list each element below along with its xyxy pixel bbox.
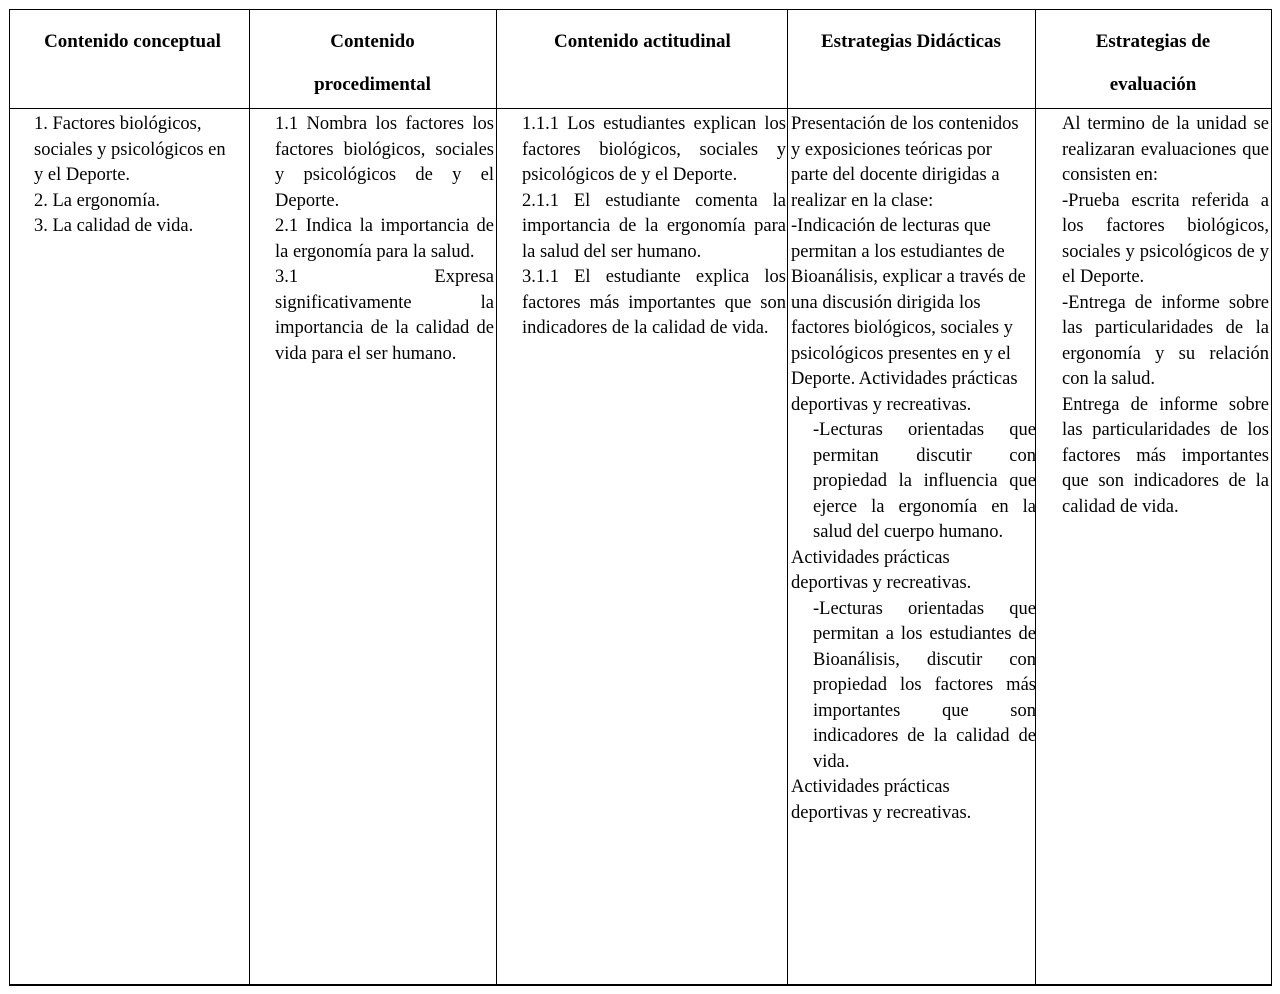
header-label: Contenido actitudinal	[554, 31, 731, 52]
didactica-item: -Lecturas orientadas que permitan discutir con propiedad la influencia que ejerce la ergonomía en la salud del cuerpo humano.	[813, 420, 1036, 542]
header-label-line-2: procedimental	[314, 74, 431, 95]
cell-estrategias-didacticas	[791, 112, 1036, 826]
procedimental-item: 2.1 Indica la importancia de la ergonomía para la salud.	[275, 216, 494, 262]
conceptual-item: 1. Factores biológicos, sociales y psicológicos en y el Deporte.	[34, 114, 226, 185]
column-divider	[249, 10, 250, 984]
evaluacion-item: Entrega de informe sobre las particularidades de los factores más importantes que son indicadores de la calidad de vida.	[1062, 394, 1269, 517]
header-divider	[10, 108, 1271, 109]
evaluacion-item: -Entrega de informe sobre las particularidades de la ergonomía y su relación con la salud.	[1062, 292, 1269, 389]
header-label: Contenido conceptual	[44, 31, 221, 52]
column-divider	[496, 10, 497, 984]
column-divider	[787, 10, 788, 984]
header-contenido-conceptual	[10, 10, 249, 108]
procedimental-item: 3.1 Expresa significativamente la importancia de la calidad de vida para el ser humano.	[275, 267, 494, 364]
header-contenido-procedimental	[249, 10, 496, 108]
didactica-item: -Lecturas orientadas que permitan a los estudiantes de Bioanálisis, discutir con propiedad los factores más importantes que son indicadores de la calidad de vida.	[813, 598, 1036, 772]
header-estrategias-didacticas	[787, 10, 1035, 108]
didactica-item: Presentación de los contenidos y exposiciones teóricas por parte del docente dirigidas a realizar en la clase:	[791, 114, 1019, 211]
header-estrategias-evaluacion	[1035, 10, 1271, 108]
actitudinal-item: 3.1.1 El estudiante explica los factores más importantes que son indicadores de la calidad de vida.	[522, 267, 786, 338]
header-label-line-1: Estrategias de	[1095, 31, 1211, 52]
header-label-line-2: evaluación	[1109, 74, 1197, 95]
evaluacion-item: -Prueba escrita referida a los factores biológicos, sociales y psicológicos de y el Deporte.	[1062, 190, 1269, 287]
conceptual-item: 3. La calidad de vida.	[34, 216, 194, 236]
header-label: Estrategias Didácticas	[821, 31, 1001, 52]
header-contenido-actitudinal	[496, 10, 787, 108]
header-label-line-1: Contenido	[330, 31, 415, 52]
procedimental-item: 1.1 Nombra los factores los factores biológicos, sociales y psicológicos de y el Deporte.	[275, 114, 494, 211]
didactica-item: Actividades prácticas deportivas y recreativas.	[791, 777, 972, 823]
cell-estrategias-evaluacion	[1062, 112, 1269, 520]
evaluacion-item: Al termino de la unidad se realizaran evaluaciones que consisten en:	[1062, 114, 1269, 185]
cell-contenido-conceptual	[34, 112, 234, 240]
didactica-item: Actividades prácticas deportivas y recreativas.	[791, 547, 972, 593]
content-table	[9, 9, 1272, 986]
cell-contenido-procedimental	[275, 112, 494, 367]
actitudinal-item: 2.1.1 El estudiante comenta la importancia de la ergonomía para la salud del ser humano.	[522, 190, 786, 262]
conceptual-item: 2. La ergonomía.	[34, 190, 161, 211]
cell-contenido-actitudinal	[522, 112, 786, 342]
didactica-item: -Indicación de lecturas que permitan a los estudiantes de Bioanálisis, explicar a través de una discusión dirigida los factores biológicos, sociales y psicológicos presentes en y el Deporte. Actividades prácticas deportivas y recreativas.	[791, 216, 1026, 415]
actitudinal-item: 1.1.1 Los estudiantes explican los factores biológicos, sociales y psicológicos de y el Deporte.	[522, 114, 786, 185]
